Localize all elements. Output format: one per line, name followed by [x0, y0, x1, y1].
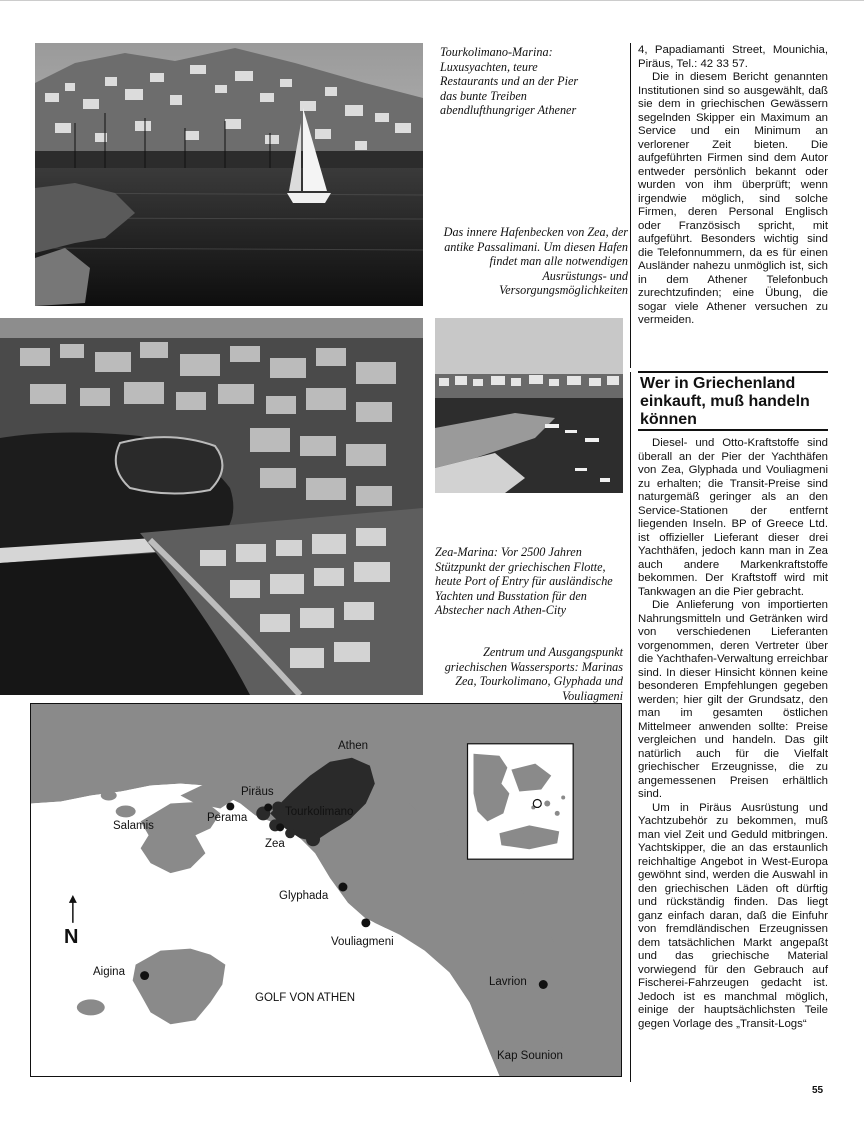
paragraph: Um in Piräus Ausrüstung und Yachtzubehör zu bekommen, muß man viel Zeit und Geduld mitbringen. Yachtskipper, die an das erstaunlich reichhaltige Angebot in West-Europa gewöhnt sind, werden die Auswahl in den griechischen Läden oft dürftig und rückständig finden. Das liegt ganz einfach daran, daß die Einfuhr von fremdländischen Erzeugnissen dem tatsächlichen Markt angepaßt und das griechische Material vorwiegend für den Gebrauch auf Fischerei-Fahrzeugen gedacht ist. Jedoch ist es manchmal möglich, einige der hauptsächlichsten Teile gegen Vorlage des „Transit-Logs“	[638, 801, 828, 1030]
paragraph: 4, Papadiamanti Street, Mounichia, Piräus, Tel.: 42 33 57.	[638, 44, 828, 70]
paragraph: Diesel- und Otto-Kraftstoffe sind überall an der Pier der Yachthäfen von Zea, Glyphada und Vouliagmeni zu erhalten; die Transit-Preise sind naturgemäß geringer als an den Service-Stationen der entfernt liegenden Inseln. BP of Greece Ltd. ist offizieller Lieferant dieser drei Yachthäfen, jedoch kann man in Zea auch andere Markenkraftstoffe bekommen. Der Kraftstoff wird mit Tankwagen an die Pier gebracht.	[638, 437, 828, 598]
map-label-lavrion: Lavrion	[489, 976, 527, 988]
caption-zea-marina: Zea-Marina: Vor 2500 Jahren Stützpunkt der griechischen Flotte, heute Port of Entry für ausländische Yachten und Busstation für den Abstecher nach Athen-City	[435, 545, 613, 618]
caption-zentrum: Zentrum und Ausgangspunkt griechischen Wassersports: Marinas Zea, Tourkolimano, Glyphada und Vouliagmeni	[444, 645, 623, 703]
caption-zea-inner-harbour: Das innere Hafenbecken von Zea, der antike Passalimani. Um diesen Hafen findet man alle notwendigen Ausrüstungs- und Versorgungsmöglichkeiten	[443, 225, 628, 298]
map-label-zea: Zea	[265, 838, 285, 850]
photo-tourkolimano-marina	[35, 43, 423, 306]
map-label-glyphada: Glyphada	[279, 890, 329, 902]
column-rule-lower	[630, 372, 631, 1082]
heading-rule-top	[638, 371, 828, 373]
map-label-perama: Perama	[207, 812, 248, 824]
paragraph: Die Anlieferung von importierten Nahrungsmitteln und Getränken wird von verschiedenen Lieferanten vorgenommen, deren Vertreter über die Yachthafen-Verwaltung erreichbar sind. In dieser Hinsicht können keine besonderen Empfehlungen gegeben werden; hier gilt der Grundsatz, den man im gesamten östlichen Mittelmeer anwenden sollte: Preise vergleichen und handeln. Das gilt natürlich auch für die Vielfalt griechischer Erzeugnisse, die zu angemessenen Preisen erhältlich sind.	[638, 599, 828, 800]
map-label-salamis: Salamis	[113, 820, 154, 832]
map-label-piraeus: Piräus	[241, 786, 274, 798]
map-label-aigina: Aigina	[93, 966, 125, 978]
map-label-golf-von-athen: GOLF VON ATHEN	[255, 992, 356, 1004]
caption-tourkolimano: Tourkolimano-Marina: Luxusyachten, teure Restaurants und an der Pier das bunte Treiben abendlufthungriger Athener	[440, 45, 579, 118]
map-gulf-of-athens	[30, 703, 622, 1077]
column-text-top	[638, 44, 828, 328]
map-label-vouliagmeni: Vouliagmeni	[331, 936, 394, 948]
heading-rule-bottom	[638, 429, 828, 431]
column-text-section	[638, 437, 828, 1031]
map-label-athen: Athen	[338, 740, 369, 752]
column-rule	[630, 43, 631, 368]
page-top-edge	[0, 0, 864, 1]
map-label-tourkolimano: Tourkolimano	[285, 806, 354, 818]
photo-zea-inner-harbour	[435, 318, 623, 493]
photo-zea-marina-aerial	[0, 318, 423, 695]
north-indicator: N	[64, 926, 79, 948]
section-heading: Wer in Griechenland einkauft, muß handeln können	[640, 375, 810, 428]
map-label-kap-sounion: Kap Sounion	[497, 1050, 563, 1062]
paragraph: Die in diesem Bericht genannten Institutionen sind so ausgewählt, daß sie dem in griechischen Gewässern segelnden Skipper ein Maximum an Service und ein Minimum an verlorener Zeit bieten. Die aufgeführten Firmen sind dem Autor entweder persönlich bekannt oder wurden von ihm überprüft; wenn irgendwie möglich, sind solche Firmen, deren Personal Englisch oder Französisch spricht, mit aufgeführt. Besonders wichtig sind die Telefonnummern, da es für einen Ausländer nahezu unmöglich ist, sich in dem Athener Telefonbuch zurechtzufinden; eine Übung, die sogar viele Athener versuchen zu vermeiden.	[638, 71, 828, 326]
page-number: 55	[812, 1085, 824, 1096]
